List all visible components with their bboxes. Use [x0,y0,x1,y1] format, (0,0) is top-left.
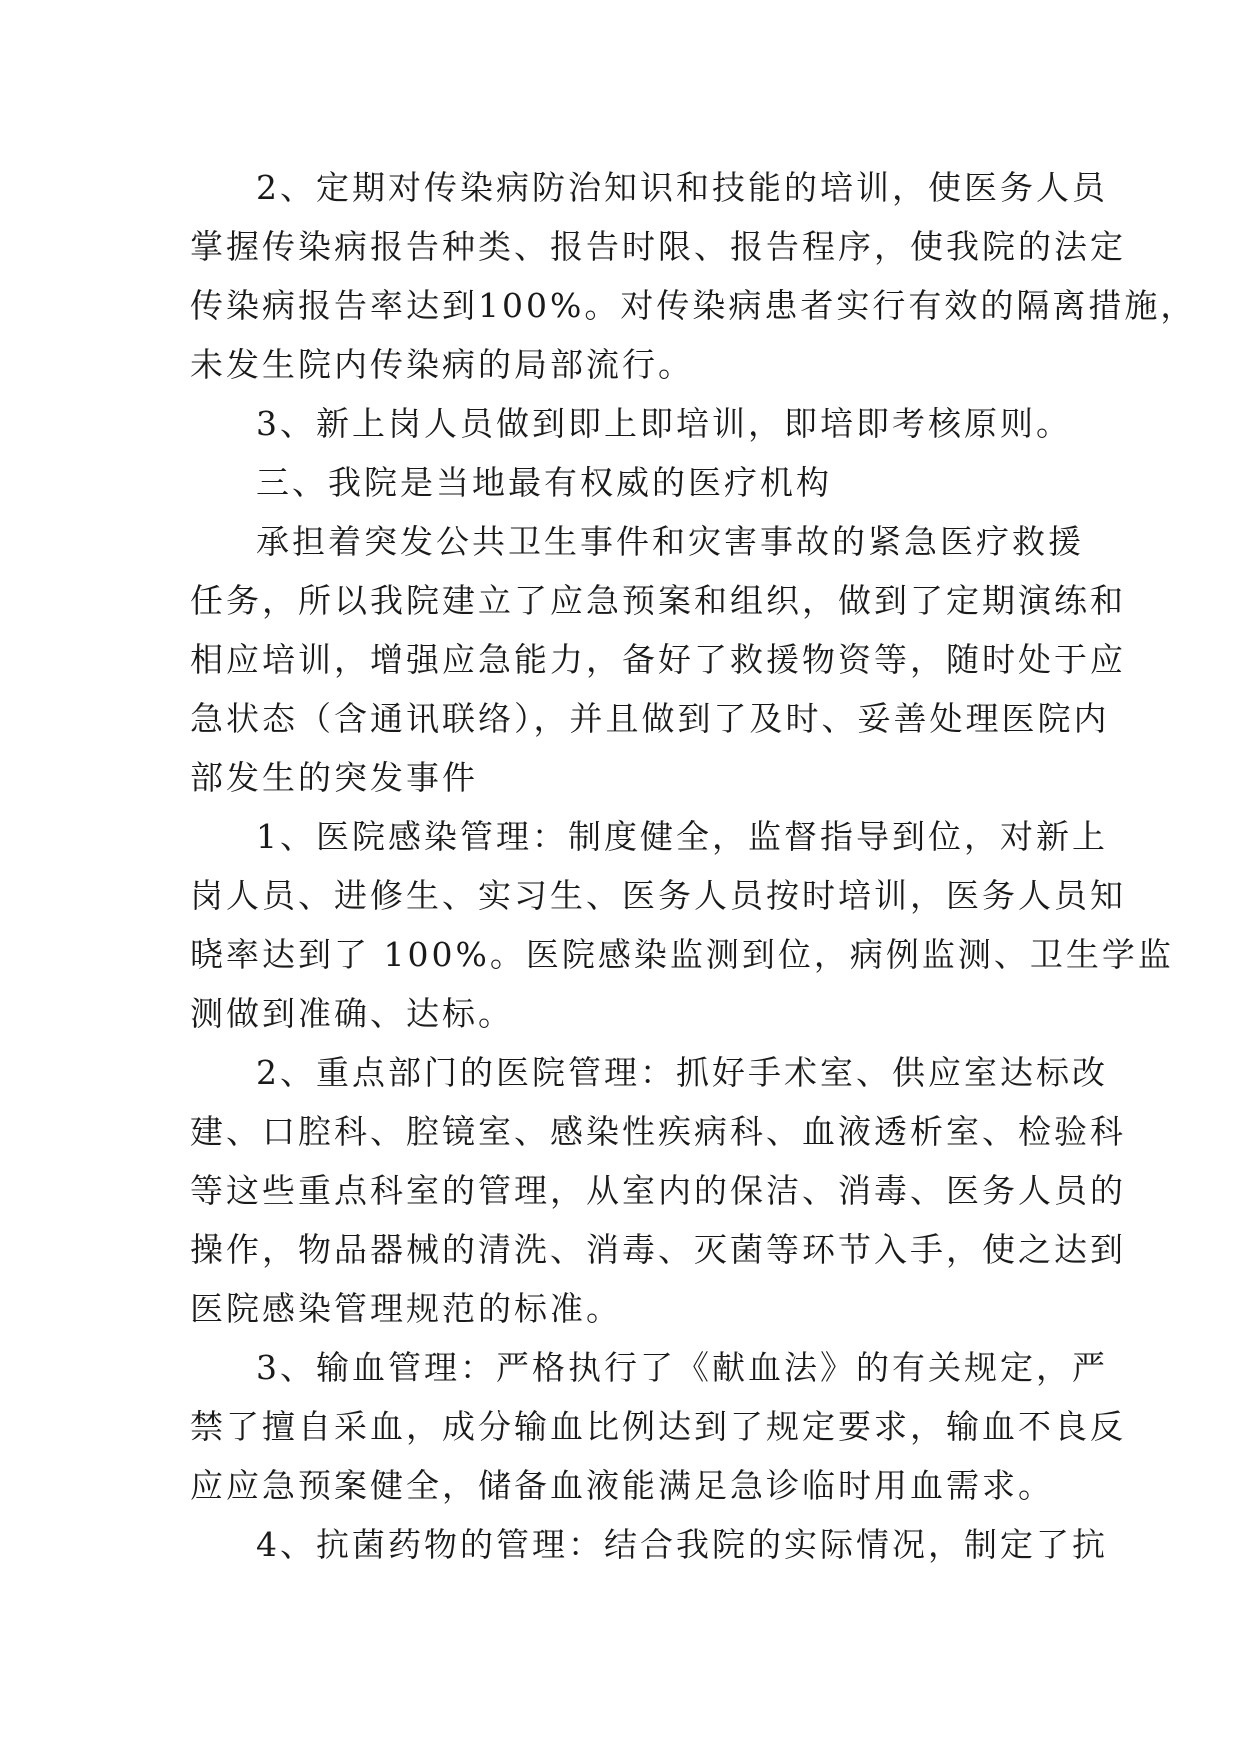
paragraph-line: 建、口腔科、腔镜室、感染性疾病科、血液透析室、检验科 [190,1112,1126,1151]
paragraph-line: 禁了擅自采血，成分输血比例达到了规定要求，输血不良反 [190,1407,1126,1446]
paragraph-line: 1、医院感染管理：制度健全，监督指导到位，对新上 [256,817,1108,856]
paragraph-line: 等这些重点科室的管理，从室内的保洁、消毒、医务人员的 [190,1171,1126,1210]
paragraph-line: 3、输血管理：严格执行了《献血法》的有关规定，严 [256,1348,1108,1387]
paragraph-line: 部发生的突发事件 [190,758,478,797]
paragraph-line: 岗人员、进修生、实习生、医务人员按时培训，医务人员知 [190,876,1126,915]
paragraph-line: 晓率达到了 100%。医院感染监测到位，病例监测、卫生学监 [190,935,1174,974]
paragraph-line: 测做到准确、达标。 [190,994,514,1033]
paragraph-line: 4、抗菌药物的管理：结合我院的实际情况，制定了抗 [256,1525,1108,1564]
section-heading: 三、我院是当地最有权威的医疗机构 [256,463,832,502]
paragraph-line: 医院感染管理规范的标准。 [190,1289,622,1328]
paragraph-line: 传染病报告率达到100%。对传染病患者实行有效的隔离措施， [190,286,1197,325]
paragraph-line: 2、定期对传染病防治知识和技能的培训，使医务人员 [256,168,1108,207]
paragraph-line: 未发生院内传染病的局部流行。 [190,345,694,384]
document-body [190,158,1197,1574]
paragraph-line: 相应培训，增强应急能力，备好了救援物资等，随时处于应 [190,640,1126,679]
paragraph-line: 掌握传染病报告种类、报告时限、报告程序，使我院的法定 [190,227,1126,266]
paragraph-line: 应应急预案健全，储备血液能满足急诊临时用血需求。 [190,1466,1054,1505]
paragraph-line: 3、新上岗人员做到即上即培训，即培即考核原则。 [256,404,1072,443]
paragraph-line: 操作，物品器械的清洗、消毒、灭菌等环节入手，使之达到 [190,1230,1126,1269]
paragraph-line: 2、重点部门的医院管理：抓好手术室、供应室达标改 [256,1053,1108,1092]
paragraph-line: 急状态（含通讯联络），并且做到了及时、妥善处理医院内 [190,699,1110,738]
paragraph-line: 承担着突发公共卫生事件和灾害事故的紧急医疗救援 [256,522,1084,561]
paragraph-line: 任务，所以我院建立了应急预案和组织，做到了定期演练和 [190,581,1126,620]
